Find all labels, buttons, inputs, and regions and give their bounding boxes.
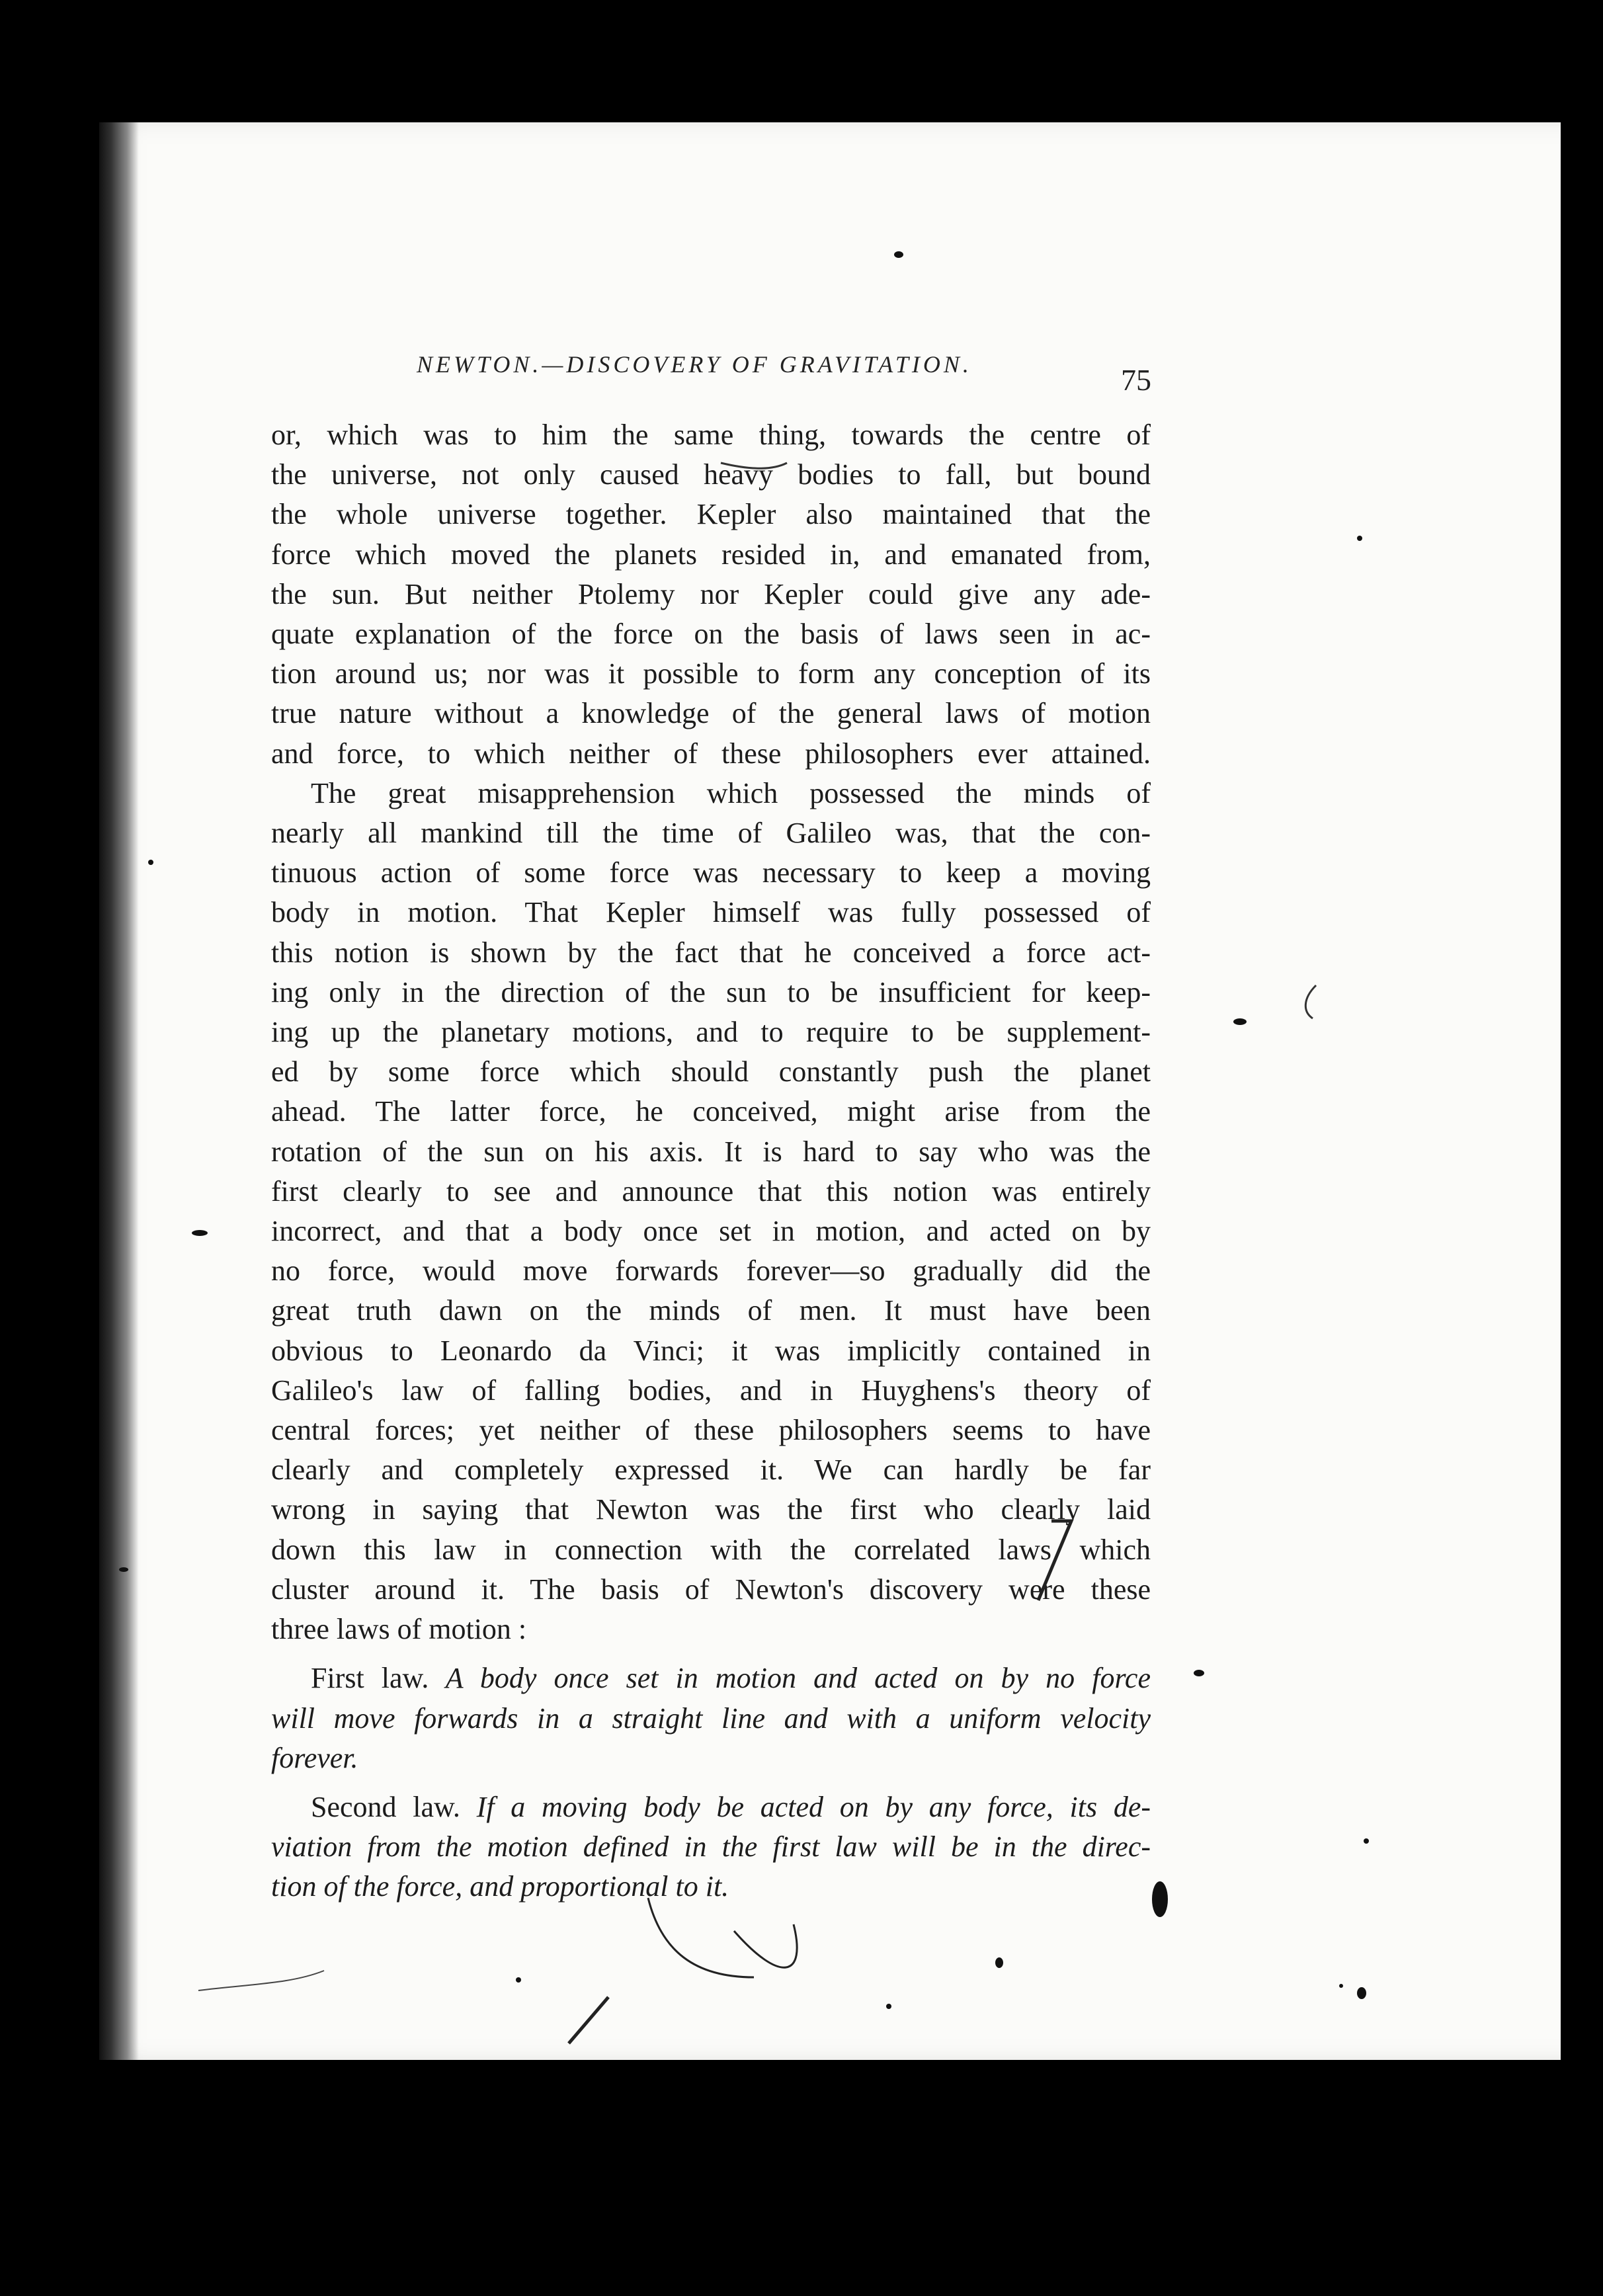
text-line: Galileo's law of falling bodies, and in Huyghens's theory of <box>271 1374 1151 1407</box>
text-line: the sun. But neither Ptolemy nor Kepler could give any ade- <box>271 577 1151 610</box>
text-line: tion of the force, and proportional to it. <box>271 1870 729 1903</box>
ink-speck <box>1357 1987 1366 1999</box>
text-line: forever. <box>271 1741 358 1774</box>
first-law-label: First law. <box>311 1662 429 1695</box>
ink-speck <box>1339 1984 1343 1988</box>
second-law-label: Second law. <box>311 1790 460 1823</box>
ink-speck <box>148 860 153 865</box>
text-line: this notion is shown by the fact that he conceived a force act- <box>271 936 1151 969</box>
text-line: ing only in the direction of the sun to be insufficient for keep- <box>271 975 1151 1008</box>
ink-speck <box>1233 1018 1247 1025</box>
text-line: true nature without a knowledge of the general laws of motion <box>271 697 1151 730</box>
text-line: viation from the motion defined in the first law will be in the direc- <box>271 1830 1151 1864</box>
ink-speck <box>192 1230 208 1236</box>
text-line: ing up the planetary motions, and to require to be supplement- <box>271 1016 1151 1049</box>
text-line: central forces; yet neither of these philosophers seems to have <box>271 1414 1151 1447</box>
ink-speck <box>894 251 903 258</box>
text-line: body in motion. That Kepler himself was fully possessed of <box>271 896 1151 929</box>
text-line: and force, to which neither of these philosophers ever attained. <box>271 737 1151 770</box>
text-line: incorrect, and that a body once set in motion, and acted on by <box>271 1215 1151 1248</box>
text-line: quate explanation of the force on the basis of laws seen in ac- <box>271 618 1151 651</box>
text-line: wrong in saying that Newton was the first who clearly laid <box>271 1493 1151 1526</box>
second-law-text: If a moving body be acted on by any force, its de- <box>476 1790 1151 1823</box>
text-line: will move forwards in a straight line and with a uniform velocity <box>271 1702 1151 1735</box>
text-line: or, which was to him the same thing, towards the centre of <box>271 419 1151 451</box>
second-law <box>271 1787 1151 1907</box>
text-line: obvious to Leonardo da Vinci; it was implicitly contained in <box>271 1334 1151 1367</box>
ink-speck <box>1152 1881 1168 1917</box>
first-law <box>271 1659 1151 1778</box>
text-line: first clearly to see and announce that this notion was entirely <box>271 1174 1151 1208</box>
text-line: great truth dawn on the minds of men. It must have been <box>271 1294 1151 1327</box>
ink-speck <box>886 2004 891 2009</box>
text-line: force which moved the planets resided in, and emanated from, <box>271 538 1151 571</box>
paragraph-2 <box>271 774 1151 1649</box>
text-line: down this law in connection with the correlated laws which <box>271 1533 1151 1566</box>
text-line: The great misapprehension which possessed the minds of <box>311 776 1151 809</box>
text-line: no force, would move forwards forever—so gradually did the <box>271 1254 1151 1288</box>
page-number: 75 <box>1121 363 1151 397</box>
text-line: three laws of motion : <box>271 1613 527 1646</box>
ink-speck <box>516 1977 521 1983</box>
text-line: nearly all mankind till the time of Galileo was, that the con- <box>271 817 1151 850</box>
ink-speck <box>1357 536 1362 541</box>
text-line: cluster around it. The basis of Newton's discovery were these <box>271 1573 1151 1606</box>
page-gutter-shadow <box>99 122 139 2060</box>
text-line: rotation of the sun on his axis. It is hard to say who was the <box>271 1135 1151 1168</box>
page-body <box>271 415 1151 1907</box>
running-head: NEWTON.—DISCOVERY OF GRAVITATION. <box>417 351 972 378</box>
text-line: clearly and completely expressed it. We can hardly be far <box>271 1454 1151 1487</box>
text-line: tinuous action of some force was necessary to keep a moving <box>271 856 1151 889</box>
ink-speck <box>1194 1670 1204 1676</box>
text-line: ed by some force which should constantly push the planet <box>271 1055 1151 1088</box>
ink-speck <box>995 1957 1003 1968</box>
first-law-text: A body once set in motion and acted on by no force <box>445 1662 1151 1695</box>
text-line: the whole universe together. Kepler also maintained that the <box>271 498 1151 531</box>
text-line: ahead. The latter force, he conceived, might arise from the <box>271 1095 1151 1128</box>
ink-speck <box>119 1567 128 1572</box>
paragraph-1 <box>271 415 1151 774</box>
text-line: tion around us; nor was it possible to form any conception of its <box>271 657 1151 690</box>
ink-speck <box>1364 1838 1369 1844</box>
text-line: the universe, not only caused heavy bodies to fall, but bound <box>271 458 1151 491</box>
